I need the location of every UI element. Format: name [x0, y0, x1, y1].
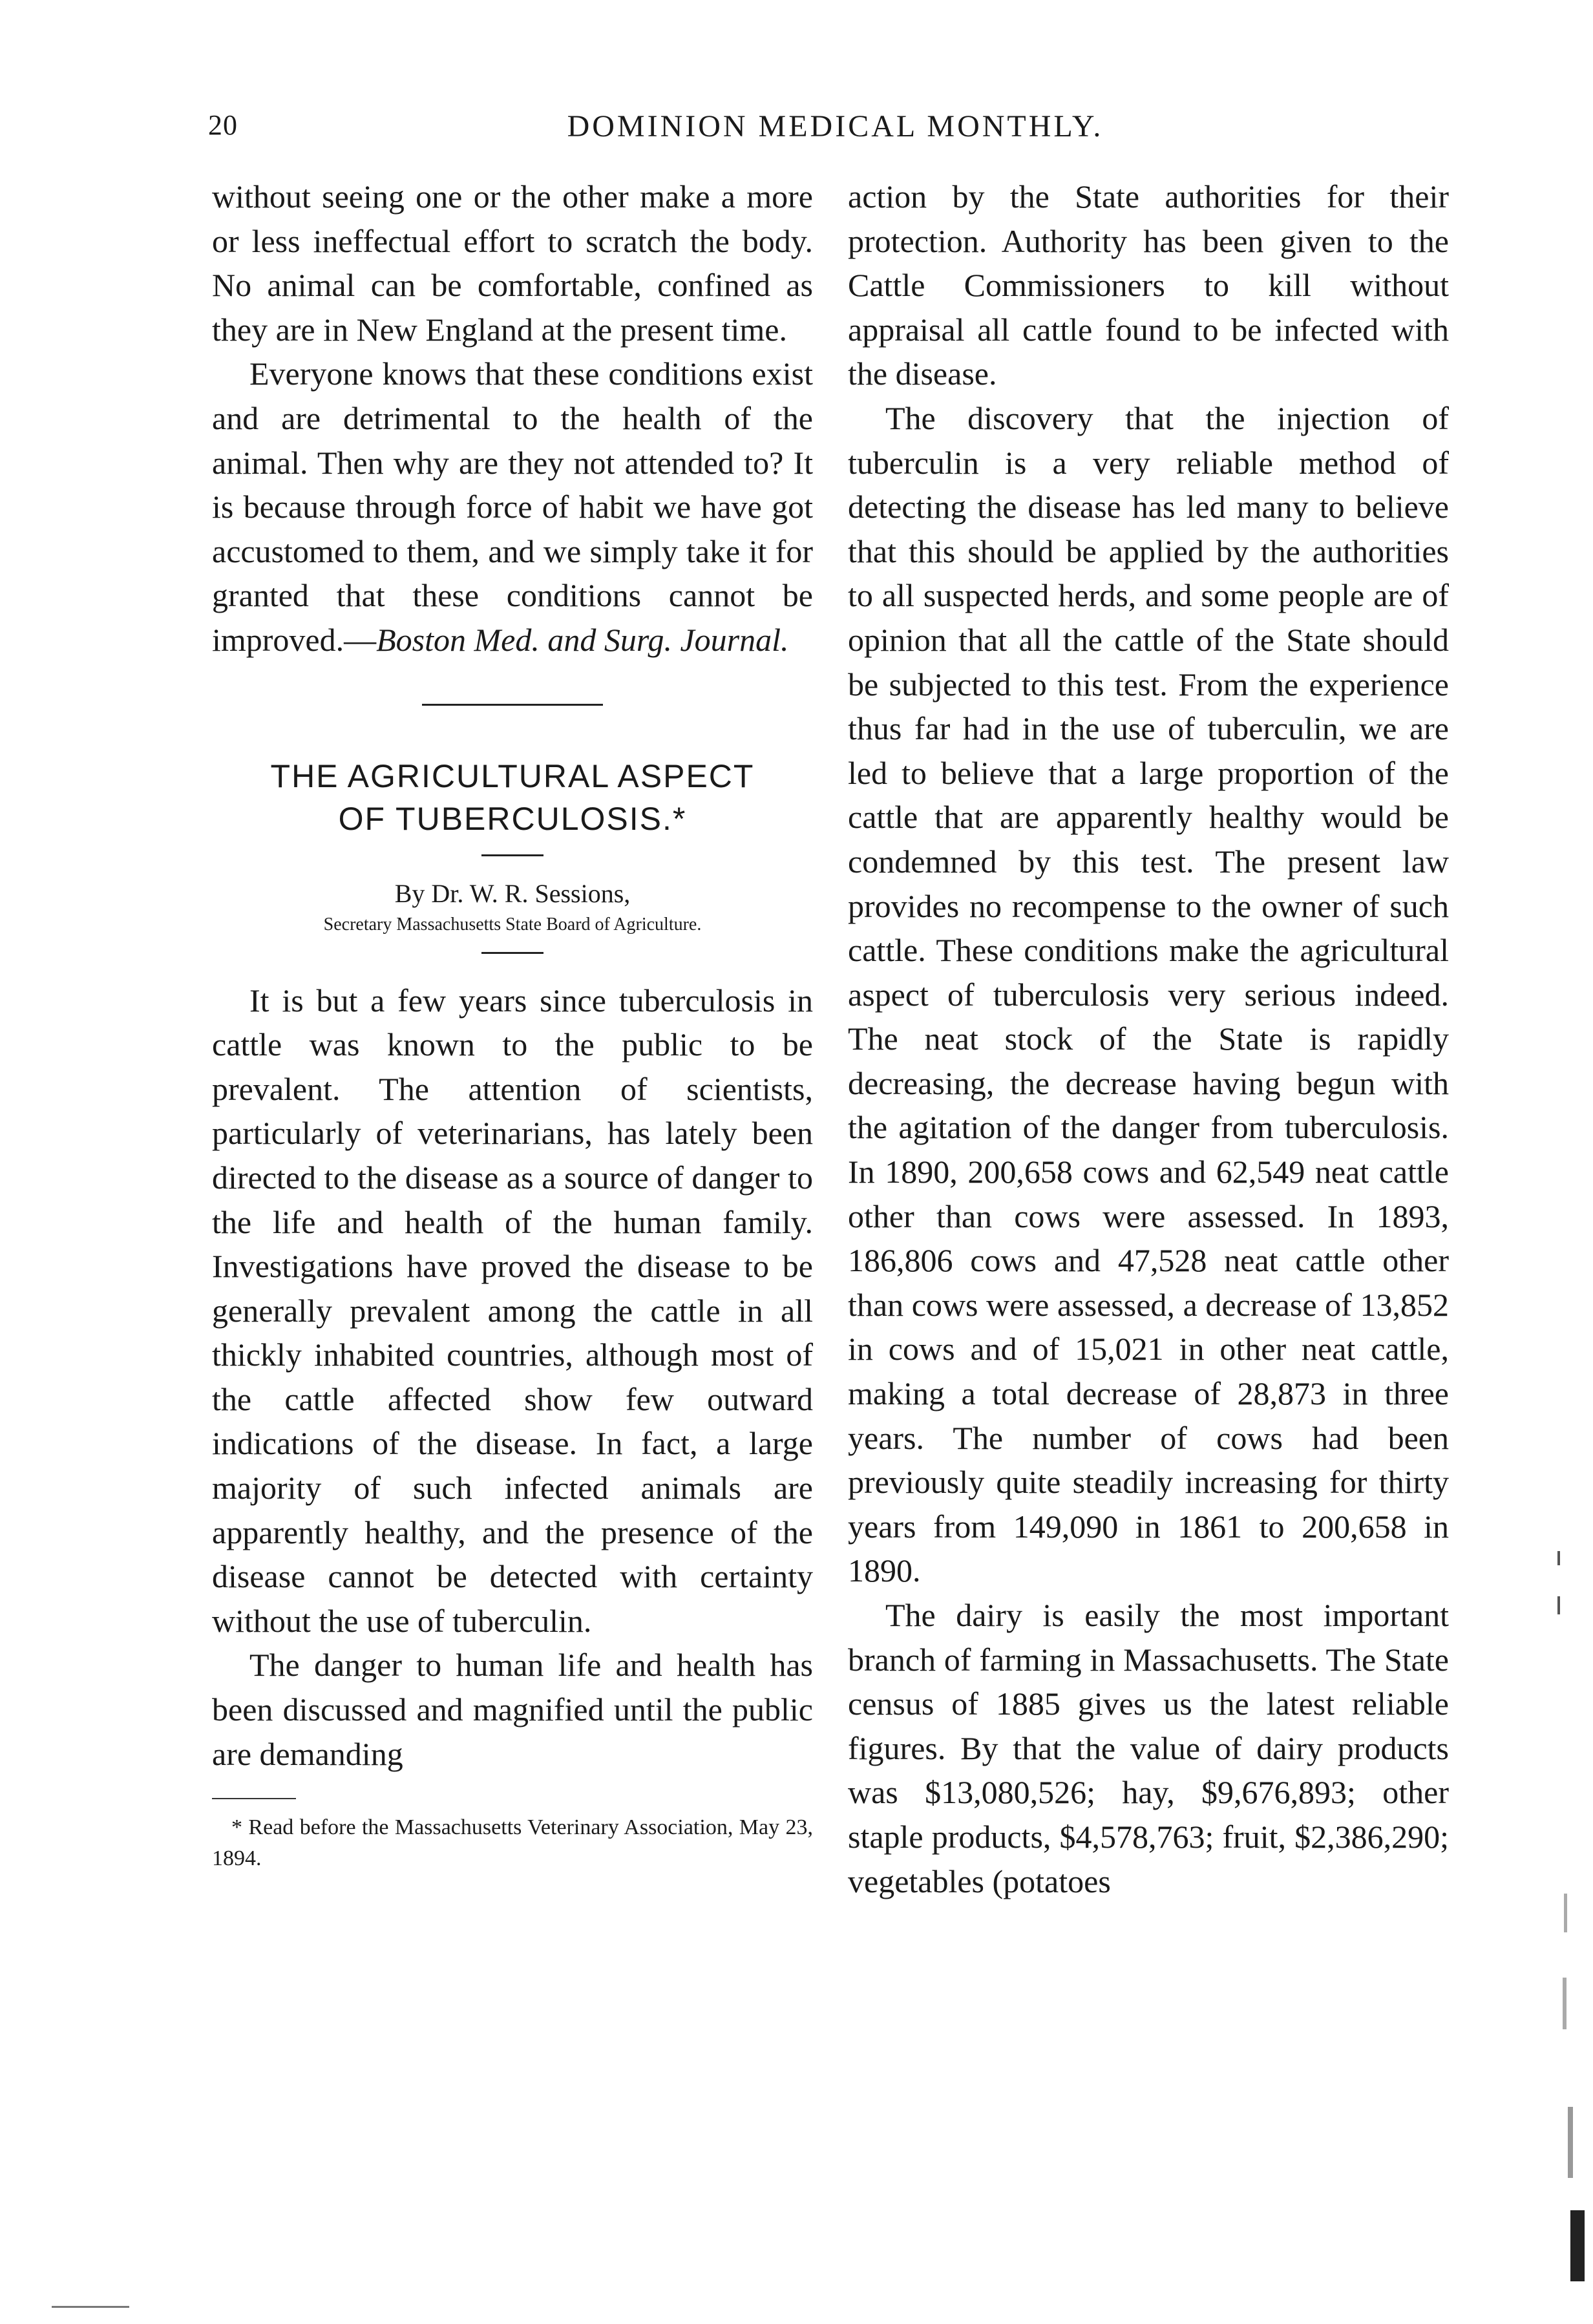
scan-speck — [1570, 2210, 1585, 2281]
scan-speck — [1568, 2107, 1573, 2178]
left-paragraph-1: without seeing one or the other make a more or less ineffectual effort to scratch the body. No animal can be comfortable, confined as they are in New England at the present time. — [212, 178, 813, 348]
section-divider — [422, 704, 603, 706]
scan-speck — [1557, 1596, 1560, 1614]
byline-divider — [481, 952, 543, 954]
article-title-line-1: THE AGRICULTURAL ASPECT — [270, 757, 755, 794]
scan-speck — [1563, 1978, 1567, 2029]
right-paragraph-2: The discovery that the injection of tuberculin is a very reliable method of detecting the disease has led many to believe that this should be applied by the authorities to all suspected herds, and some people are of opinion that all the cattle of the State should be subjected to this test. From the experience thus far had in the use of tuberculin, we are led to believe that a large proportion of the cattle that are apparently healthy would be condemned by this test. The present law provides no recompense to the owner of such cattle. These conditions make the agricultural aspect of tuberculosis very serious indeed. The neat stock of the State is rapidly decreasing, the decrease having begun with the agitation of the danger from tuberculosis. In 1890, 200,658 cows and 62,549 neat cattle other than cows were assessed. In 1893, 186,806 cows and 47,528 neat cattle other than cows were assessed, a decrease of 13,852 in cows and of 15,021 in other neat cattle, making a total decrease of 28,873 in three years. The number of cows had been previously quite steadily increasing for thirty years from 149,090 in 1861 to 200,658 in 1890. — [848, 399, 1449, 1589]
scan-speck — [52, 2306, 129, 2308]
author-affiliation: Secretary Massachusetts State Board of Agriculture. — [323, 914, 702, 935]
right-paragraph-3: The dairy is easily the most important branch of farming in Massachusetts. The State census of 1885 gives us the latest reliable figures. By that the value of dairy products was $13,080,526; hay, $9,676,893; other staple products, $4,578,763; fruit, $2,386,290; vegetables (potatoes — [848, 1597, 1449, 1899]
scan-speck — [1557, 1551, 1560, 1565]
left-paragraph-4: The danger to human life and health has been discussed and magnified until the public are demanding — [212, 1647, 813, 1772]
author-byline: By Dr. W. R. Sessions, — [394, 878, 631, 908]
footnote: * Read before the Massachusetts Veterinary Association, May 23, 1894. — [212, 1815, 813, 1871]
left-paragraph-2-text: Everyone knows that these conditions exist and are detrimental to the health of the animal. Then why are they not attended to? It is because through force of habit we have got accustomed to them, and we simply take it for granted that these conditions cannot be improved.— — [212, 355, 813, 658]
left-column — [212, 174, 813, 1874]
footnote-divider — [212, 1798, 296, 1799]
left-paragraph-2 — [212, 352, 813, 662]
article-title-line-2: OF TUBERCULOSIS.* — [338, 800, 687, 837]
right-column — [848, 174, 1449, 1903]
journal-citation: Boston Med. and Surg. Journal. — [376, 621, 789, 658]
running-title: DOMINION MEDICAL MONTHLY. — [567, 109, 1104, 143]
right-paragraph-1: action by the State authorities for their protection. Authority has been given to the Cattle Commissioners to kill without appraisal all cattle found to be infected with the disease. — [848, 178, 1449, 392]
scan-speck — [1564, 1894, 1567, 1932]
page-number: 20 — [208, 109, 238, 141]
left-paragraph-3: It is but a few years since tuberculosis in cattle was known to the public to be prevalent. The attention of scientists, particularly of veterinarians, has lately been directed to the disease as a source of danger to the life and health of the human family. Investigations have proved the disease to be generally prevalent among the cattle in all thickly inhabited countries, although most of the cattle affected show few outward indications of the disease. In fact, a large majority of such infected animals are apparently healthy, and the presence of the disease cannot be detected with certainty without the use of tuberculin. — [212, 982, 813, 1639]
title-divider — [481, 854, 543, 856]
